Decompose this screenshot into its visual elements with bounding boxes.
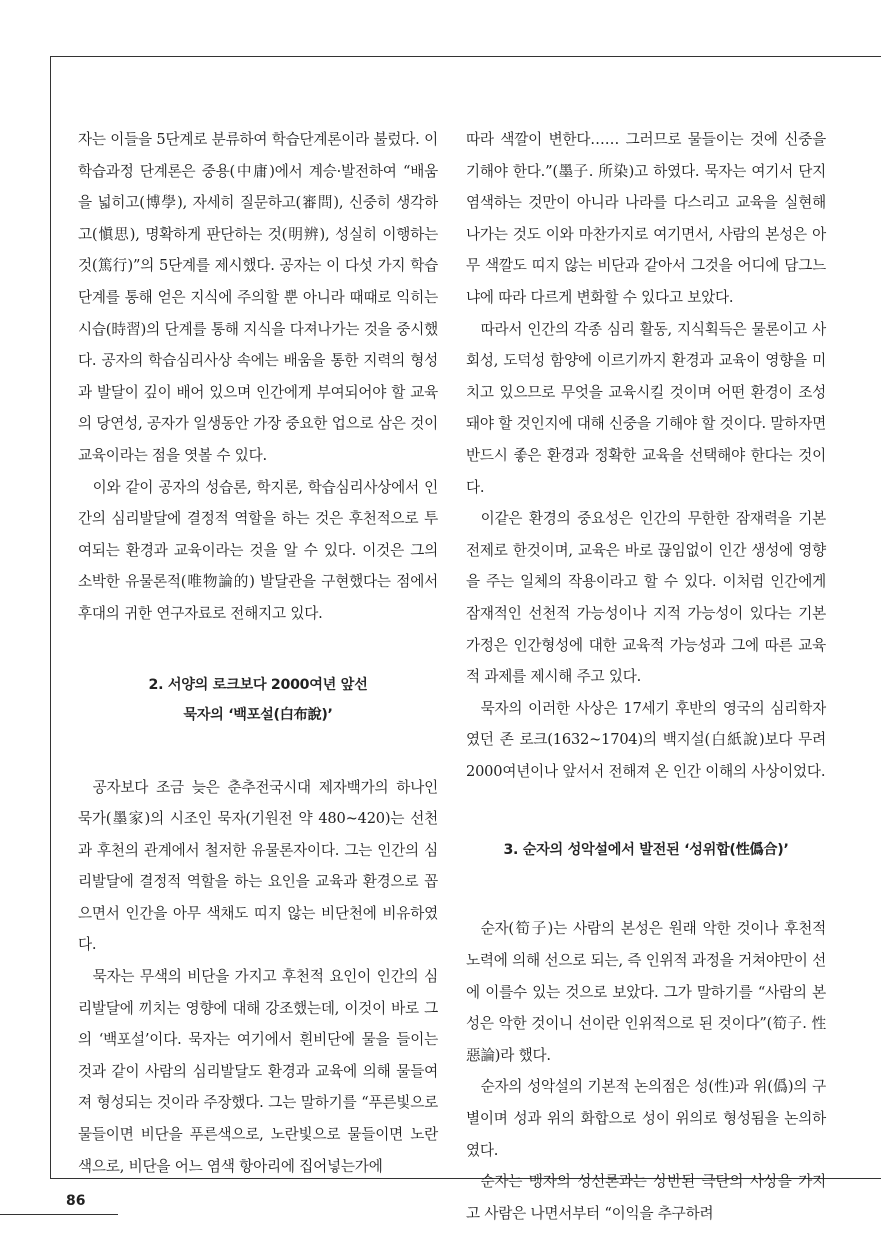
left-paragraph-2: 이와 같이 공자의 성습론, 학지론, 학습심리사상에서 인간의 심리발달에 결정적 역할을 하는 것은 후천적으로 투여되는 환경과 교육이라는 것을 알 수 있다. 이것은 그의 소박한 유물론적(唯物論的) 발달관을 구현했다는 점에서 후대의 귀한 연구자료로 전해지고 있다.	[78, 478, 438, 622]
right-paragraph-2: 따라서 인간의 각종 심리 활동, 지식획득은 물론이고 사회성, 도덕성 함양에 이르기까지 환경과 교육이 영향을 미치고 있으므로 무엇을 교육시킬 것이며 어떤 환경이 조성돼야 할 것인지에 대해 신중을 기해야 할 것이다. 말하자면 반드시 좋은 환경과 정확한 교육을 선택해야 한다는 것이다.	[466, 320, 826, 496]
right-paragraph-4: 묵자의 이러한 사상은 17세기 후반의 영국의 심리학자였던 존 로크(1632~1704)의 백지설(白紙說)보다 무려 2000여년이나 앞서서 전해져 온 인간 이해의 사상이었다.	[466, 699, 826, 780]
frame-top-rule	[50, 56, 881, 57]
right-paragraph-3: 이같은 환경의 중요성은 인간의 무한한 잠재력을 기본 전제로 한것이며, 교육은 바로 끊임없이 인간 생성에 영향을 주는 일체의 작용이라고 할 수 있다. 이처럼 인간에게 잠재적인 선천적 가능성이나 지적 가능성이 있다는 기본 가정은 인간형성에 대한 교육적 가능성과 그에 따른 교육적 과제를 제시해 주고 있다.	[466, 510, 826, 686]
left-column	[78, 124, 438, 1182]
page-number: 86	[66, 1193, 86, 1209]
left-paragraph-4: 묵자는 무색의 비단을 가지고 후천적 요인이 인간의 심리발달에 끼치는 영향에 대해 강조했는데, 이것이 바로 그의 ‘백포설’이다. 묵자는 여기에서 흰비단에 물을 들이는 것과 같이 사람의 심리발달도 환경과 교육에 의해 물들여져 형성되는 것이라 주장했다. 그는 말하기를 “푸른빛으로 물들이면 비단을 푸른색으로, 노란빛으로 물들이면 노란색으로, 비단을 어느 염색 항아리에 집어넣는가에	[78, 968, 438, 1175]
right-paragraph-7: 순자는 맹자의 성선론과는 상반된 극단의 사상을 가지고 사람은 나면서부터 “이익을 추구하려	[466, 1173, 826, 1222]
section-heading-2-line-1: 2. 서양의 로크보다 2000여년 앞선	[148, 676, 368, 693]
section-heading-2	[78, 670, 438, 730]
right-column	[466, 124, 826, 1229]
left-paragraph-1: 자는 이들을 5단계로 분류하여 학습단계론이라 불렀다. 이 학습과정 단계론은 중용(中庸)에서 계승·발전하여 “배움을 넓히고(博學), 자세히 질문하고(審問), 신중히 생각하고(愼思), 명확하게 판단하는 것(明辨), 성실히 이행하는 것(篤行)”의 5단계를 제시했다. 공자는 이 다섯 가지 학습단계를 통해 얻은 지식에 주의할 뿐 아니라 때때로 익히는 시습(時習)의 단계를 통해 지식을 다져나가는 것을 중시했다. 공자의 학습심리사상 속에는 배움을 통한 지력의 형성과 발달이 깊이 배어 있으며 인간에게 부여되어야 할 교육의 당연성, 공자가 일생동안 가장 중요한 업으로 삼은 것이 교육이라는 점을 엿볼 수 있다.	[78, 131, 438, 464]
section-heading-3: 3. 순자의 성악설에서 발전된 ‘성위합(性僞合)’	[503, 842, 789, 859]
left-paragraph-3: 공자보다 조금 늦은 춘추전국시대 제자백가의 하나인 묵가(墨家)의 시조인 묵자(기원전 약 480~420)는 선천과 후천의 관계에서 철저한 유물론자이다. 그는 인간의 심리발달에 결정적 역할을 하는 요인을 교육과 환경으로 꼽으면서 인간을 아무 색채도 띠지 않는 비단천에 비유하였다.	[78, 778, 438, 954]
frame-left-rule	[50, 56, 51, 1178]
right-paragraph-5: 순자(筍子)는 사람의 본성은 원래 악한 것이나 후천적 노력에 의해 선으로 되는, 즉 인위적 과정을 거쳐야만이 선에 이를수 있는 것으로 보았다. 그가 말하기를 “사람의 본성은 악한 것이니 선이란 인위적으로 된 것이다”(筍子. 性惡論)라 했다.	[466, 920, 826, 1064]
page-number-rule	[0, 1214, 118, 1215]
section-heading-2-line-2: 묵자의 ‘백포설(白布說)’	[183, 706, 333, 723]
right-paragraph-6: 순자의 성악설의 기본적 논의점은 성(性)과 위(僞)의 구별이며 성과 위의 화합으로 성이 위의로 형성됨을 논의하였다.	[466, 1078, 826, 1159]
right-paragraph-1: 따라 색깔이 변한다…… 그러므로 물들이는 것에 신중을 기해야 한다.”(墨子. 所染)고 하였다. 묵자는 여기서 단지 염색하는 것만이 아니라 나라를 다스리고 교육을 실현해 나가는 것도 이와 마찬가지로 여기면서, 사람의 본성은 아무 색깔도 띠지 않는 비단과 같아서 그것을 어디에 담그느냐에 따라 다르게 변화할 수 있다고 보았다.	[466, 131, 826, 306]
